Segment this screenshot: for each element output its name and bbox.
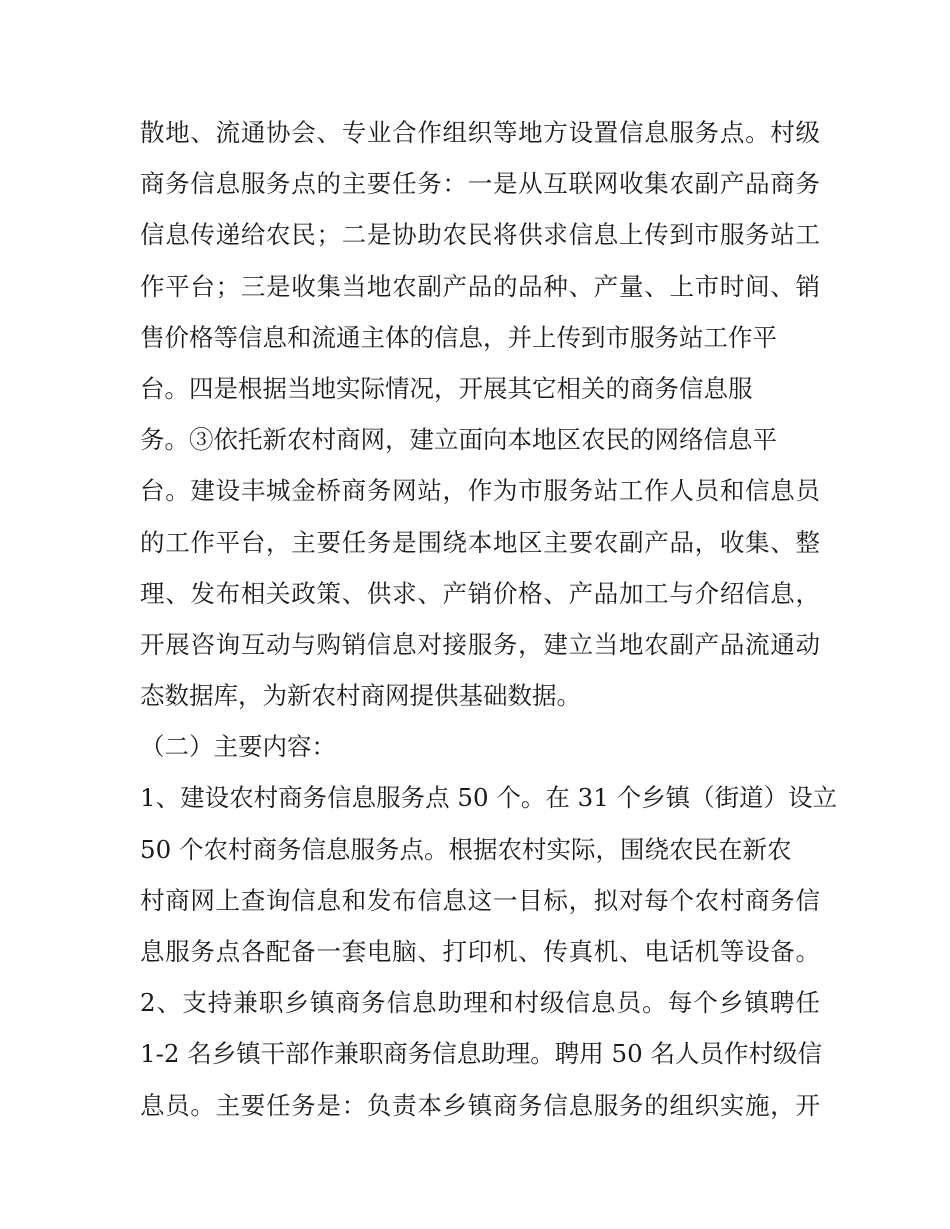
section-heading: （二）主要内容： (140, 732, 336, 762)
text-line: 售价格等信息和流通主体的信息，并上传到市服务站工作平 (140, 322, 777, 352)
text-line: 台。建设丰城金桥商务网站，作为市服务站工作人员和信息员 (140, 476, 820, 506)
text-line: 务。③依托新农村商网，建立面向本地区农民的网络信息平 (140, 425, 777, 455)
text-line: 信息传递给农民；二是协助农民将供求信息上传到市服务站工 (140, 220, 820, 250)
text-line: 商务信息服务点的主要任务：一是从互联网收集农副产品商务 (140, 169, 820, 199)
text-line: 理、发布相关政策、供求、产销价格、产品加工与介绍信息， (140, 578, 820, 608)
text-line: 1、建设农村商务信息服务点 50 个。在 31 个乡镇（街道）设立 (140, 783, 838, 813)
text-line: 1-2 名乡镇干部作兼职商务信息助理。聘用 50 名人员作村级信 (140, 1039, 822, 1069)
text-line: 作平台；三是收集当地农副产品的品种、产量、上市时间、销 (140, 271, 820, 301)
text-line: 台。四是根据当地实际情况，开展其它相关的商务信息服 (140, 373, 753, 403)
text-line: 村商网上查询信息和发布信息这一目标，拟对每个农村商务信 (140, 885, 820, 915)
text-line: 的工作平台，主要任务是围绕本地区主要农副产品，收集、整 (140, 527, 820, 557)
text-line: 态数据库，为新农村商网提供基础数据。 (140, 681, 581, 711)
document-body (140, 107, 838, 1131)
text-line: 2、支持兼职乡镇商务信息助理和村级信息员。每个乡镇聘任 (140, 988, 820, 1018)
text-line: 息服务点各配备一套电脑、打印机、传真机、电话机等设备。 (140, 937, 820, 966)
text-line: 息员。主要任务是：负责本乡镇商务信息服务的组织实施，开 (140, 1090, 820, 1120)
text-line: 散地、流通协会、专业合作组织等地方设置信息服务点。村级 (140, 118, 820, 147)
text-line: 50 个农村商务信息服务点。根据农村实际，围绕农民在新农 (140, 834, 792, 864)
text-line: 开展咨询互动与购销信息对接服务，建立当地农副产品流通动 (140, 629, 820, 659)
